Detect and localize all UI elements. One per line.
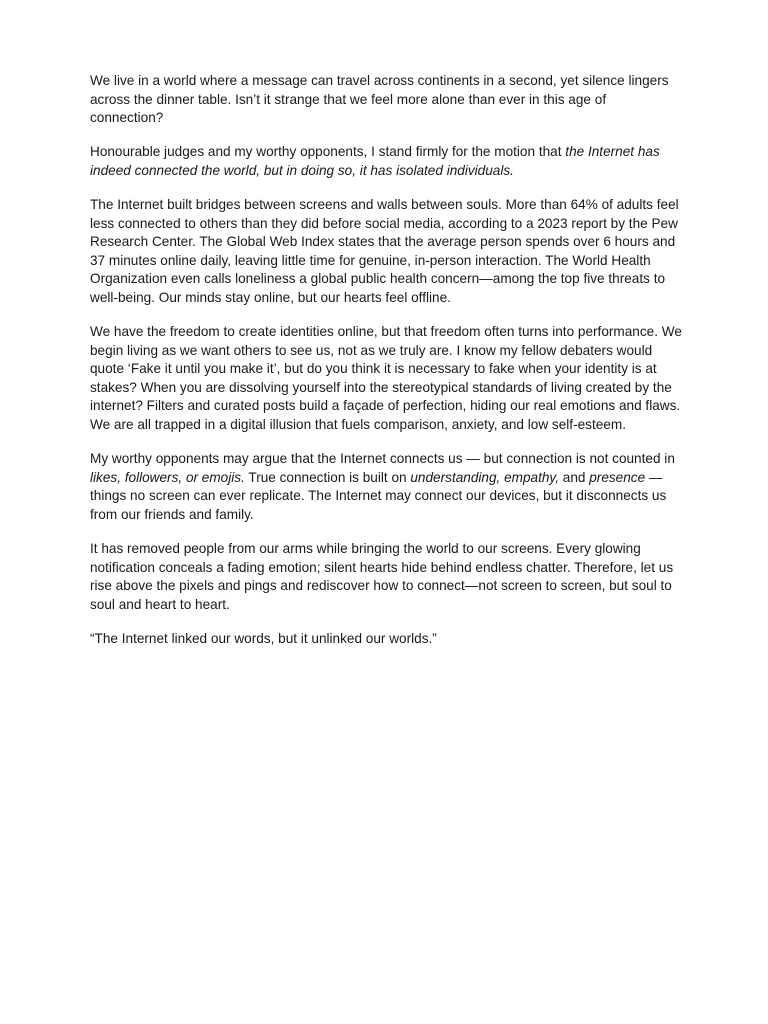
paragraph-text: and [559, 469, 590, 485]
paragraph-identity [90, 323, 682, 435]
paragraph-rebuttal [90, 450, 682, 524]
paragraph-text: We have the freedom to create identities online, but that freedom often turns into performance. We begin living as we want others to see us, not as we truly are. I know my fellow debaters would quote ‘Fake it until you make it’, but do you think it is necessary to fake when your identity is at stakes? When you are dissolving yourself into the stereotypical standards of living created by the internet? Filters and curated posts build a façade of perfection, hiding our real emotions and flaws. We are all trapped in a digital illusion that fuels comparison, anxiety, and low self-esteem. [90, 324, 682, 432]
paragraph-text: We live in a world where a message can travel across continents in a second, yet silence lingers across the dinner table. Isn’t it strange that we feel more alone than ever in this age of connection? [90, 73, 669, 126]
paragraph-text: True connection is built on [244, 469, 411, 485]
emphasis-text: likes, followers, or emojis. [90, 469, 245, 485]
emphasis-text: understanding, empathy, [410, 469, 559, 485]
paragraph-text: The Internet built bridges between screens and walls between souls. More than 64% of adults feel less connected to others than they did before social media, according to a 2023 report by the Pew Research Center. The Global Web Index states that the average person spends over 6 hours and 37 minutes online daily, leaving little time for genuine, in-person interaction. The World Health Organization even calls loneliness a global public health concern—among the top five threats to well-being. Our minds stay online, but our hearts feel offline. [90, 196, 679, 305]
closing-quote [90, 630, 682, 649]
paragraph-text: It has removed people from our arms while bringing the world to our screens. Every glowing notification conceals a fading emotion; silent hearts hide behind endless chatter. Therefore, let us rise above the pixels and pings and rediscover how to connect—not screen to screen, but soul to soul and heart to heart. [90, 540, 674, 612]
paragraph-text: My worthy opponents may argue that the Internet connects us — but connection is not counted in [90, 451, 675, 467]
paragraph-text: — things no screen can ever replicate. The Internet may connect our devices, but it disconnects us from our friends and family. [90, 469, 667, 522]
paragraph-intro [90, 72, 682, 128]
emphasis-text: presence [589, 469, 646, 485]
document-body [90, 72, 682, 664]
paragraph-conclusion [90, 540, 682, 614]
paragraph-statistics [90, 196, 682, 308]
paragraph-text: Honourable judges and my worthy opponents, I stand firmly for the motion that [90, 144, 566, 160]
paragraph-motion [90, 143, 682, 180]
motion-statement: the Internet has indeed connected the world, but in doing so, it has isolated individuals. [90, 144, 660, 178]
paragraph-text: “The Internet linked our words, but it unlinked our worlds.” [90, 630, 437, 646]
